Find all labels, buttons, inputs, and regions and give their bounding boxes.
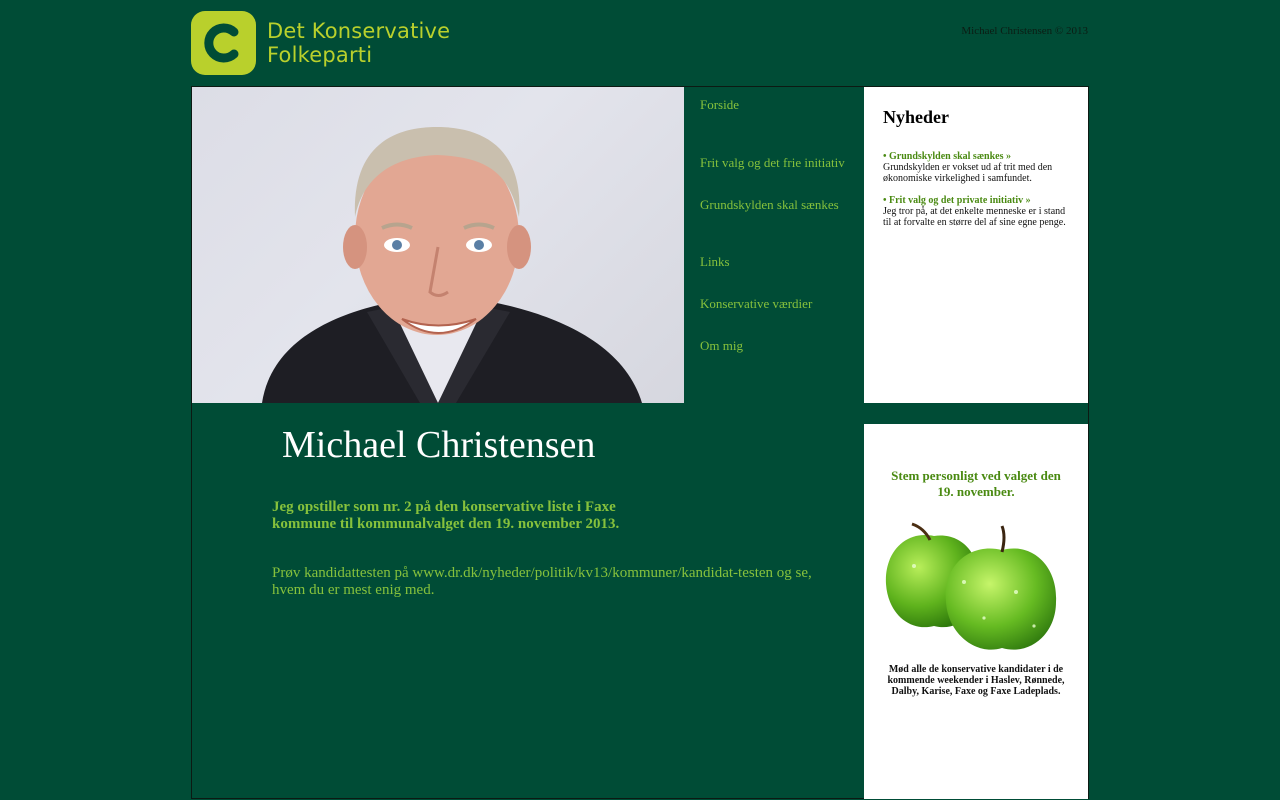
promo-headline: Stem personligt ved valget den 19. november. [891,468,1061,499]
candidacy-statement: Jeg opstiller som nr. 2 på den konservative liste i Faxe kommune til kommunalvalget den 19. november 2013. [272,499,620,532]
portrait-illustration [192,87,684,403]
candidate-test-text: Prøv kandidattesten på www.dr.dk/nyheder/politik/kv13/kommuner/kandidat-testen og se, hvem du er mest enig med. [272,565,812,598]
copyright-text: Michael Christensen © 2013 [961,25,1088,37]
nav-item-grundskylden[interactable]: Grundskylden skal sænkes [700,197,839,212]
news-item-text: Grundskylden er vokset ud af trit med den økonomiske virkelighed i samfundet. [883,162,1053,184]
logo-c-icon [204,23,244,63]
logo-line-2: Folkeparti [267,43,373,67]
nav-item-links[interactable]: Links [700,254,730,269]
candidate-portrait [192,87,684,403]
green-apples-image [884,522,1064,654]
logo-wordmark [267,19,450,67]
promo-body-text: Mød alle de konservative kandidater i de kommende weekender i Haslev, Rønnede, Dalby, Karise, Faxe og Faxe Ladeplads. [887,664,1065,697]
news-item [883,195,1073,228]
news-title: Nyheder [883,107,949,127]
party-logo[interactable] [191,11,451,75]
news-item-link[interactable]: • Frit valg og det private initiativ » [883,195,1031,206]
content-frame [191,86,1089,799]
news-item-text: Jeg tror på, at det enkelte menneske er i stand til at forvalte en større del af sine egne penge. [883,206,1066,228]
nav-item-frit-valg[interactable]: Frit valg og det frie initiativ [700,155,845,170]
news-item-link[interactable]: • Grundskylden skal sænkes » [883,151,1011,162]
news-panel [864,87,1088,403]
election-promo-panel [864,424,1088,799]
news-item [883,151,1073,184]
nav-item-konservative-vaerdier[interactable]: Konservative værdier [700,296,813,311]
logo-c-mark [191,11,256,75]
page-title: Michael Christensen [282,424,596,466]
nav-item-om-mig[interactable]: Om mig [700,338,743,353]
logo-line-1: Det Konservative [267,19,451,43]
nav-item-forside[interactable]: Forside [700,97,739,112]
